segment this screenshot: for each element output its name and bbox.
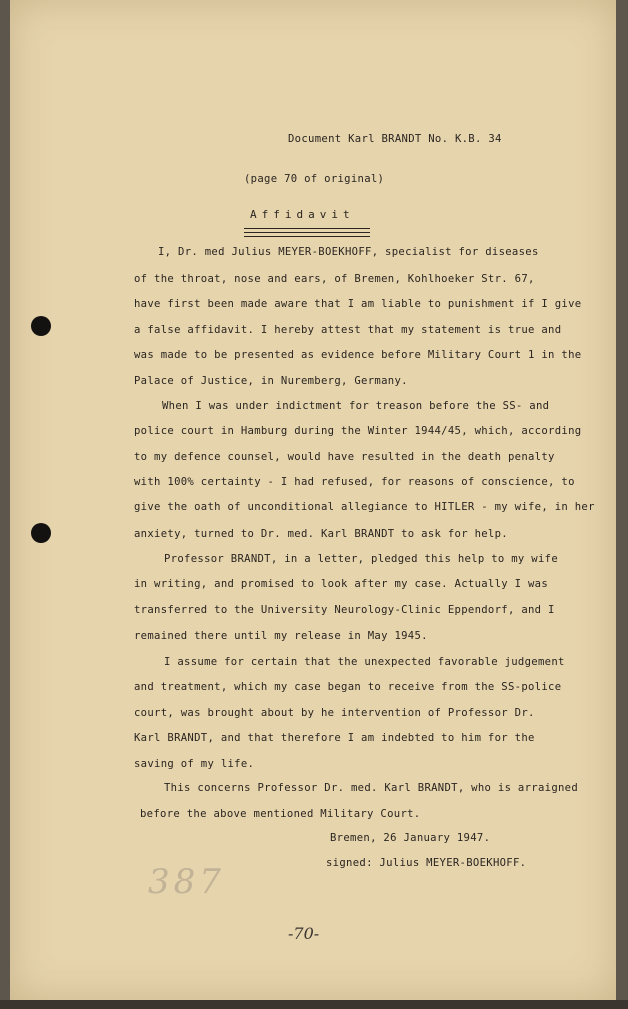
title-underline: [244, 228, 370, 229]
signature-line: signed: Julius MEYER-BOEKHOFF.: [326, 857, 527, 869]
title-underline-double: [244, 232, 370, 233]
punch-hole-bottom: [31, 523, 51, 543]
signature-date: Bremen, 26 January 1947.: [330, 832, 491, 844]
body-line: of the throat, nose and ears, of Bremen, Kohlhoeker Str. 67,: [134, 273, 535, 285]
body-line: before the above mentioned Military Court.: [140, 808, 421, 820]
pencil-annotation: 387: [148, 862, 225, 902]
body-line: to my defence counsel, would have resulted in the death penalty: [134, 451, 555, 463]
page-reference: (page 70 of original): [244, 173, 385, 185]
body-line: Palace of Justice, in Nuremberg, Germany.: [134, 375, 408, 387]
body-line: police court in Hamburg during the Winter 1944/45, which, according: [134, 425, 582, 437]
document-header: Document Karl BRANDT No. K.B. 34: [288, 133, 502, 145]
body-line: This concerns Professor Dr. med. Karl BRANDT, who is arraigned: [164, 782, 579, 794]
body-line: transferred to the University Neurology-Clinic Eppendorf, and I: [134, 604, 555, 616]
affidavit-title: Affidavit: [250, 208, 355, 221]
body-line: in writing, and promised to look after my case. Actually I was: [134, 578, 549, 590]
body-line: with 100% certainty - I had refused, for reasons of conscience, to: [134, 476, 575, 488]
body-line: remained there until my release in May 1945.: [134, 630, 428, 642]
body-line: give the oath of unconditional allegiance to HITLER - my wife, in her: [134, 501, 595, 513]
body-line: a false affidavit. I hereby attest that my statement is true and: [134, 324, 562, 336]
scan-border: [0, 1000, 628, 1009]
body-line: and treatment, which my case began to receive from the SS-police: [134, 681, 562, 693]
body-line: I, Dr. med Julius MEYER-BOEKHOFF, specialist for diseases: [158, 246, 539, 258]
body-line: When I was under indictment for treason before the SS- and: [162, 400, 550, 412]
body-line: Professor BRANDT, in a letter, pledged this help to my wife: [164, 553, 558, 565]
body-line: I assume for certain that the unexpected favorable judgement: [164, 656, 565, 668]
body-line: saving of my life.: [134, 758, 255, 770]
body-line: Karl BRANDT, and that therefore I am indebted to him for the: [134, 732, 535, 744]
punch-hole-top: [31, 316, 51, 336]
document-page: [10, 0, 616, 1000]
body-line: court, was brought about by he intervention of Professor Dr.: [134, 707, 535, 719]
page-number: -70-: [288, 924, 320, 943]
body-line: anxiety, turned to Dr. med. Karl BRANDT to ask for help.: [134, 528, 508, 540]
body-line: have first been made aware that I am liable to punishment if I give: [134, 298, 582, 310]
title-underline-triple: [244, 236, 370, 237]
body-line: was made to be presented as evidence before Military Court 1 in the: [134, 349, 582, 361]
